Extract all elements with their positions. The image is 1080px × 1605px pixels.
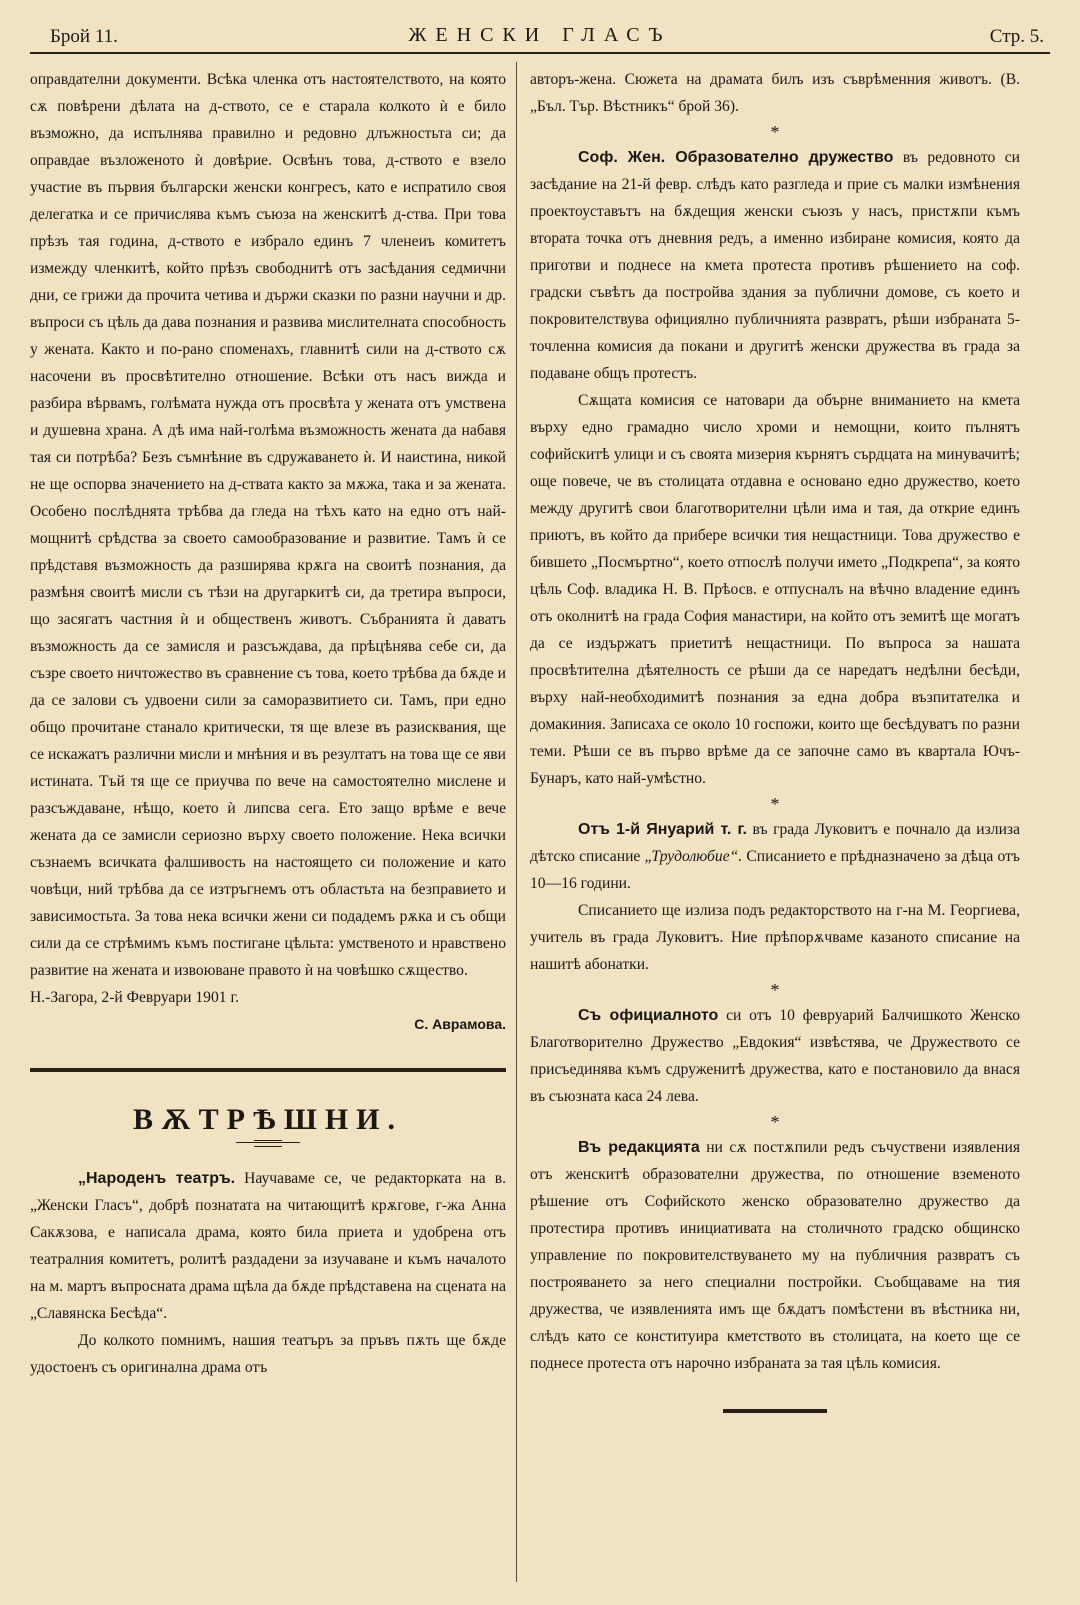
lukovit-lead: Отъ 1-й Януарий т. г. [578, 821, 747, 838]
left-column [30, 66, 506, 1381]
sofia-society-paragraph [530, 144, 1020, 387]
editorial-paragraph [530, 1134, 1020, 1377]
right-column [530, 66, 1020, 1413]
separator-star: * [770, 980, 780, 1000]
official-text: си отъ 10 февруарий Балчишкото Женско Благотворително Дружество „Евдокия“ извѣстява, че Дружеството се присъединява къмъ сдруженитѣ дружества, като е постановило да внася въ съюзната каса 24 лева. [530, 1007, 1020, 1105]
sofia-text: въ редовното си засѣдание на 21-й февр. слѣдъ като разгледа и прие съ малки измѣнения проектоуставътъ на бѫдещия женски съюзъ у насъ, пристѫпи къмъ втората точка отъ дневния редъ, а именно избиране комисия, която да приготви и поднесе на кмета протеста противъ рѣшението на соф. градски съвѣтъ да постройва здания за публични домове, съ което и покровителствува официялно публичнията развратъ, рѣши избраната 5-точленна комисия да покани и другитѣ женски дружества въ града за подаване общъ протестъ. [530, 149, 1020, 382]
sofia-society-paragraph-2: Сѫщата комисия се натовари да обърне вниманието на кмета върху едно грамадно число хроми и немощни, които пълнятъ софийскитѣ улици и съ своята мизерия кърнятъ сърдцата на минувачитѣ; още повече, че въ столицата отдавна е основано едно дружество, което между другитѣ свои благотворителни цѣли има и тая, да открие единъ приютъ, въ който да прибере всички тия нещастници. Това дружество е бившето „Посмъртно“, което отпослѣ получи името „Подкрепа“, за която цѣль Соф. владика Н. В. Прѣосв. е отпусналъ на вѣчно владение единъ отъ околнитѣ на града София манастири, на който отъ земитѣ ще могатъ да се издържатъ приетитѣ нещастници. По въпроса за нашата просвѣтителна дѣятелность се рѣши да се наредатъ недѣлни бесѣди, върху най-необходимитѣ познания за една добра възпитателка и домакиния. Записаха се около 10 госпожи, които ще бесѣдуватъ по разни теми. Рѣши се въ първо врѣме да се започне само въ квартала Ючъ-Бунаръ, като най-умѣстно. [530, 392, 1020, 787]
official-paragraph [530, 1002, 1020, 1110]
lukovit-paragraph [530, 816, 1020, 897]
article-body: оправдателни документи. Всѣка членка отъ настоятелството, на която сѫ повѣрени дѣлата на д-ството, се е старала колкото ѝ е било възможно, да испълнява правилно и редовно длъжностьта си; да оправдае възложеното ѝ довѣрие. Освѣнъ това, д-ството е взело участие въ първия български женски конгресъ, като е испратило своя делегатка и се причислява къмъ съюза на женскитѣ д-ства. При това прѣзъ тая година, д-ството е избрало единъ 7 членеиъ комитетъ измежду членкитѣ, който прѣзъ свободнитѣ отъ засѣдания седмични дни, се грижи да прочита четива и държи сказки по разни научни и др. въпроси съ цѣль да дава познания и развива мислителната способность у жената. Както и по-рано споменахъ, главнитѣ сили на д-ството сѫ насочени въ просвѣтително отношение. Всѣки отъ насъ вижда и разбира вѣрвамъ, голѣмата нужда отъ просвѣта у жената отъ умствена и душевна храна. А дѣ има най-голѣма възможность жената да набавя тая си потрѣба? Безъ съмнѣние въ сдружаването ѝ. И наистина, никой не ще оспорва значението на д-ствата както за мѫжа, така и за жената. Особено послѣднята трѣбва да гледа на тѣхъ като на едно отъ най-мощнитѣ срѣдства за своето самообразование и развитие. Тамъ ѝ се прѣдставя възможность да разширява крѫга на своитѣ познания, да размѣня своитѣ мисли съ тѣзи на другаркитѣ си, да третира въпроси, що засягатъ частния ѝ и общественъ животъ. Събранията ѝ даватъ възможность да се замисля и разсъждава, да прѣцѣнява себе си, да съзре своето ничтожество въ сравнение съ това, което трѣбва да бѫде и да се залови съ удвоени сили за саморазвитието си. Тамъ, при едно общо прочитане станало критически, тя ще влезе въ разисквания, ще се искажатъ различни мисли и мнѣния и въ резултатъ на това ще се яви истината. Тъй тя ще се приучва по вече на самостоятелно мислене и разсъждаване, нѣщо, което ѝ липсва сега. Ето защо врѣме е вече жената да се замисли сериозно върху своето положение. Нека всички съзнаемъ всичката фалшивость на настоящето си положение и като човѣци, ний трѣбва да се изтръгнемъ отъ областьта на безправието и зависимостьта. За това нека всички жени си подадемъ рѫка и съ общи сили да се стрѣмимъ къмъ постигане цѣльта: умственото и нравствено развитие на жената и извоюване правото ѝ на човѣшко сѫщество. [30, 71, 506, 979]
theatre-text: Научаваме се, че редакторката на в. „Женски Гласъ“, добрѣ познатата на читающитѣ крѫгове, г-жа Анна Сакѫзова, е написала драма, която била приета и удобрена отъ театралния комитетъ, ролитѣ раздадени за изучаване и къмъ началото на м. мартъ въпросната драма щѣла да бѫде прѣдставена на сцената на „Славянска Бесѣда“. [30, 1170, 506, 1322]
article-signature: С. Аврамова. [414, 1016, 506, 1032]
theatre-paragraph-2: До колкото помнимъ, нашия театъръ за пръвъ пѫть ще бѫде удостоенъ съ оригинална драма отъ [30, 1332, 506, 1376]
separator-star: * [770, 1112, 780, 1132]
issue-number: Брой 11. [50, 26, 118, 47]
page-header [30, 22, 1050, 54]
end-rule [723, 1409, 827, 1413]
sofia-lead: Соф. Жен. Образователно дружество [578, 149, 894, 166]
title-ornament [236, 1142, 300, 1143]
column-divider [516, 62, 517, 1582]
theatre-lead: „Народенъ театръ. [78, 1170, 236, 1187]
editorial-text: ни сѫ постѫпили редъ съчуствени изявления отъ женскитѣ образователни дружества, по отношение вземеното рѣшение отъ Софийското женско образователно дружество да протестира противъ инициативата на столичното градско общинско управление по покровителствуването му на публичния развратъ съ построяването за него специални постройки. Съобщаваме на тия дружества, че изявленията имъ ще бѫдатъ помѣстени въ вѣстника ни, слѣдъ като се конституира кметството въ столицата, на което ще се поднесе протеста отъ нарочно избраната за тая цѣль комисия. [530, 1139, 1021, 1372]
lukovit-paragraph-2: Списанието ще излиза подъ редакторството на г-на М. Георгиева, учитель въ града Луковитъ. Ние прѣпорѫчваме казаното списание на нашитѣ абонатки. [530, 902, 1020, 973]
journal-name: „Трудолюбие“. [644, 848, 743, 865]
continuation-paragraph: авторъ-жена. Сюжета на драмата билъ изъ съврѣменния животъ. (В. „Бъл. Тър. Вѣстникъ“ брой 36). [530, 71, 1020, 115]
editorial-lead: Въ редакцията [578, 1139, 700, 1156]
article-place-date: Н.-Загора, 2-й Февруари 1901 г. [30, 989, 240, 1006]
section-rule [30, 1068, 506, 1072]
official-lead: Съ официалното [578, 1007, 719, 1024]
section-title: ВѪТРѢШНИ. [132, 1103, 404, 1136]
theatre-paragraph [30, 1165, 506, 1327]
separator-star: * [770, 122, 780, 142]
lukovit-text-2: Списанието е прѣдназначено за дѣца отъ 10—16 години. [530, 848, 1020, 892]
newspaper-title: ЖЕНСКИ ГЛАСЪ [408, 24, 672, 46]
lukovit-text: въ града Луковитъ е почнало да излиза дѣтско списание [530, 821, 1021, 865]
separator-star: * [770, 794, 780, 814]
page-number: Стр. 5. [989, 26, 1044, 47]
